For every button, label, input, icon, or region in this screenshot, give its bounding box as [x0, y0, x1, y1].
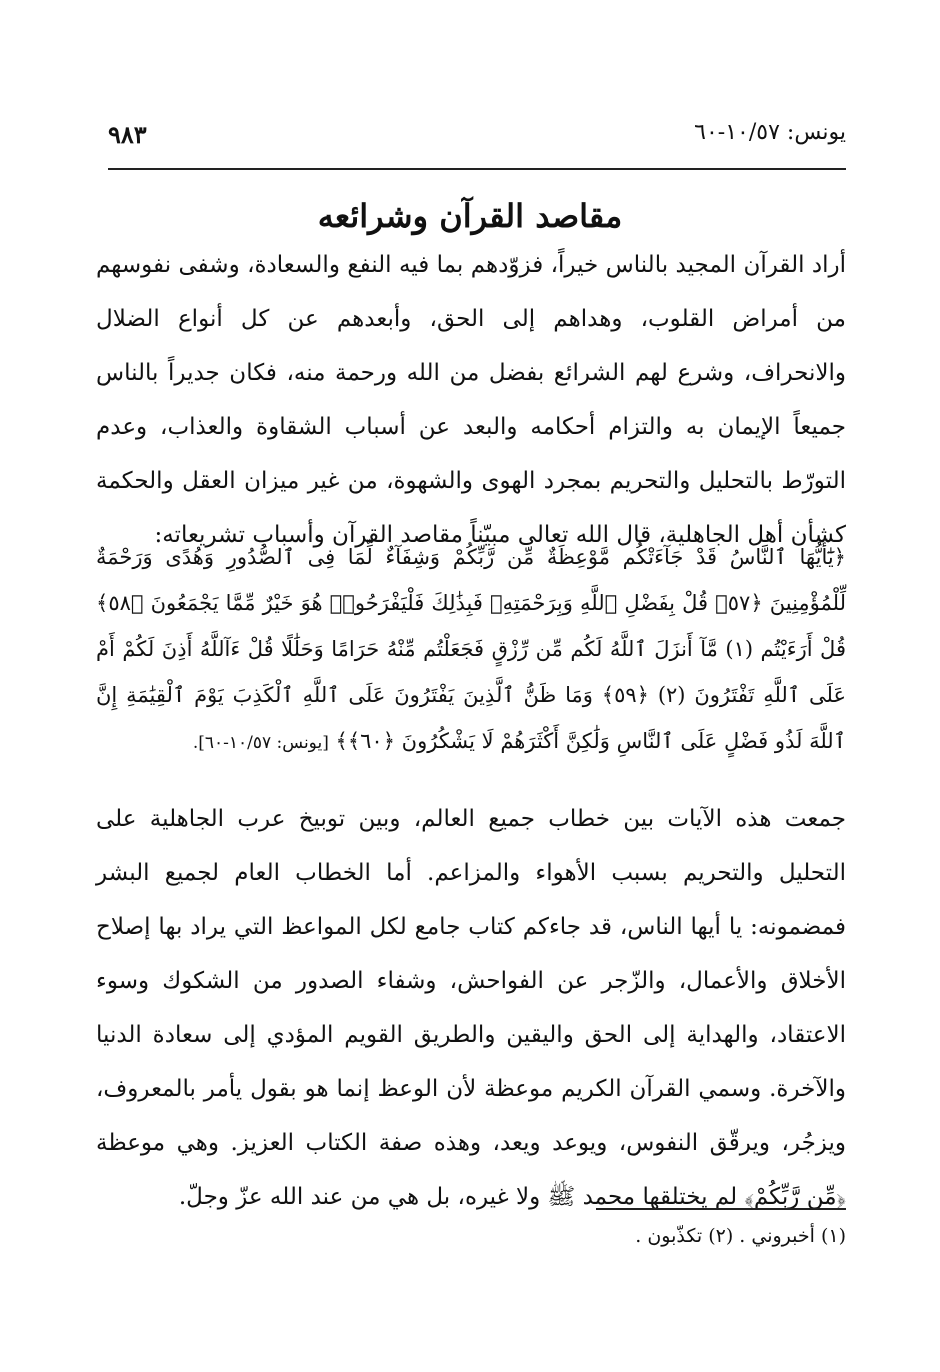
chapter-verse-reference: يونس: ١٠/٥٧-٦٠: [694, 120, 846, 145]
footnotes: (١) أخبروني . (٢) تكذّبون .: [635, 1225, 846, 1247]
intro-paragraph: أراد القرآن المجيد بالناس خيراً، فزوّدهم بما فيه النفع والسعادة، وشفى نفوسهم من أمراض القلوب، وهداهم إلى الحق، وأبعدهم عن كل أنواع الضلال والانحراف، وشرع لهم الشرائع بفضل من الله ورحمة منه، فكان جديراً بالناس جميعاً الإيمان به والتزام أحكامه والبعد عن أسباب الشقاوة والعذاب، وعدم التورّط بالتحليل والتحريم بمجرد الهوى والشهوة، من غير ميزان العقل والحكمة كشأن أهل الجاهلية، قال الله تعالى مبيّناً مقاصد القرآن وأسباب تشريعاته:: [96, 252, 846, 548]
footnote-divider: [596, 1208, 846, 1210]
page-header: [108, 120, 846, 160]
quran-verses: [96, 534, 846, 766]
header-divider: [108, 168, 846, 170]
verse-reference: [يونس: ١٠/٥٧-٦٠].: [192, 733, 329, 753]
verse-text: ﴿يَٰٓأَيُّهَا ٱلنَّاسُ قَدْ جَآءَتْكُم مَّوْعِظَةٌ مِّن رَّبِّكُمْ وَشِفَآءٌ لِّمَا فِى ٱلصُّدُورِ وَهُدًى وَرَحْمَةٌ لِّلْمُؤْمِنِينَ ﴿٥٧﴾ قُلْ بِفَضْلِ ٱللَّهِ وَبِرَحْمَتِهِۦ فَبِذَٰلِكَ فَلْيَفْرَحُوا۟ هُوَ خَيْرٌ مِّمَّا يَجْمَعُونَ ﴿٥٨﴾ قُلْ أَرَءَيْتُم (١) مَّآ أَنزَلَ ٱللَّهُ لَكُم مِّن رِّزْقٍ فَجَعَلْتُم مِّنْهُ حَرَامًا وَحَلَٰلًا قُلْ ءَآللَّهُ أَذِنَ لَكُمْ أَمْ عَلَى ٱللَّهِ تَفْتَرُونَ (٢) ﴿٥٩﴾ وَمَا ظَنُّ ٱلَّذِينَ يَفْتَرُونَ عَلَى ٱللَّهِ ٱلْكَذِبَ يَوْمَ ٱلْقِيَٰمَةِ إِنَّ ٱللَّهَ لَذُو فَضْلٍ عَلَى ٱلنَّاسِ وَلَٰكِنَّ أَكْثَرَهُمْ لَا يَشْكُرُونَ ﴿٦٠﴾﴾: [96, 545, 846, 753]
page-number: ٩٨٣: [108, 120, 147, 149]
commentary-paragraph: جمعت هذه الآيات بين خطاب جميع العالم، وبين توبيخ عرب الجاهلية على التحليل والتحريم بسبب الأهواء والمزاعم. أما الخطاب العام لجميع البشر فمضمونه: يا أيها الناس، قد جاءكم كتاب جامع لكل المواعظ التي يراد بها إصلاح الأخلاق والأعمال، والزّجر عن الفواحش، وشفاء الصدور من الشكوك وسوء الاعتقاد، والهداية إلى الحق واليقين والطريق القويم المؤدي إلى سعادة الدنيا والآخرة. وسمي القرآن الكريم موعظة لأن الوعظ إنما هو بقول يأمر بالمعروف، ويزجُر، ويرقّق النفوس، ويوعد ويعد، وهذه صفة الكتاب العزيز. وهي موعظة ﴿مِّن رَّبِّكُمْ﴾ لم يختلقها محمد ﷺ ولا غيره، بل هي من عند الله عزّ وجلّ.: [96, 806, 846, 1210]
section-title: مقاصد القرآن وشرائعه: [317, 197, 623, 236]
